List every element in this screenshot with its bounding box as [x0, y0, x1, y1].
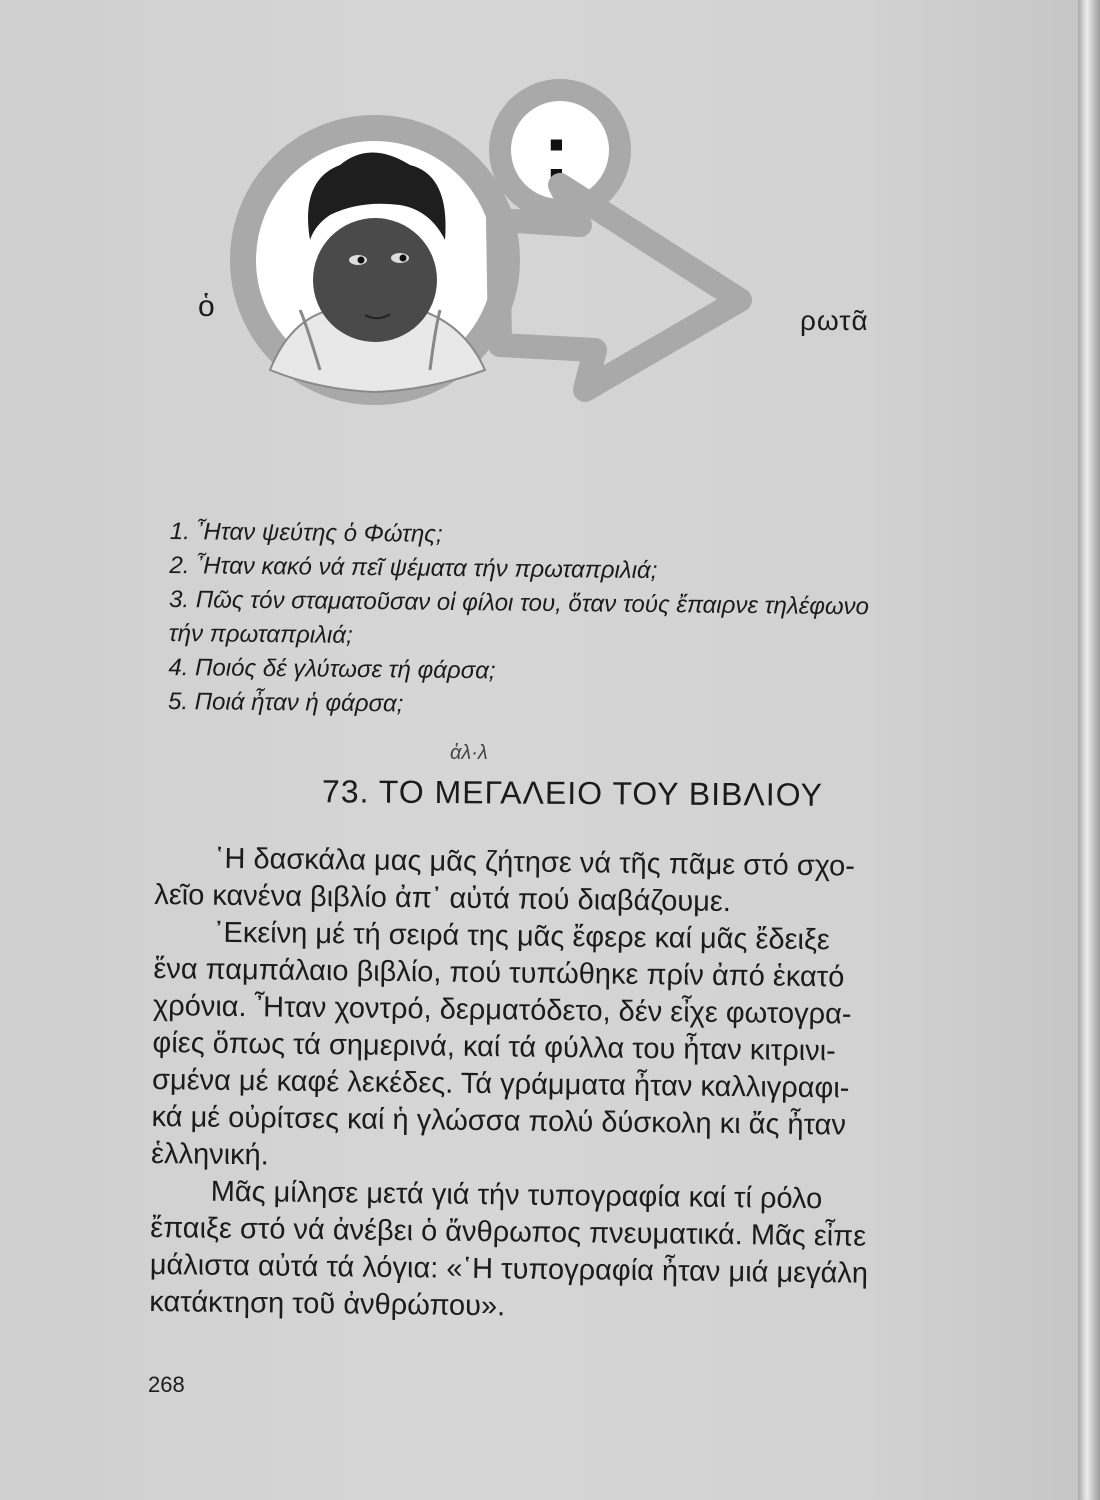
- question-mark-symbol: ;: [543, 108, 570, 197]
- paragraph-line: ἑλληνική.: [150, 1137, 270, 1172]
- paragraph-line: Μᾶς μίλησε μετά γιά τήν τυπογραφία καί τί ρόλο: [210, 1175, 823, 1216]
- question-item: 1. Ἦταν ψεύτης ὁ Φώτης;: [169, 517, 443, 548]
- question-item: 4. Ποιός δέ γλύτωσε τή φάρσα;: [168, 653, 496, 685]
- book-spine-edge: [1078, 0, 1100, 1500]
- paragraph-line: κατάκτηση τοῦ ἀνθρώπου».: [149, 1285, 506, 1323]
- page-number: 268: [148, 1372, 185, 1397]
- question-illustration: [230, 70, 790, 430]
- paragraph-line: σμένα μέ καφέ λεκέδες. Τά γράμματα ἦταν καλλιγραφι-: [151, 1063, 850, 1105]
- label-left: ὁ: [198, 290, 215, 323]
- paragraph-line: ᾿Εκείνη μέ τή σειρά της μᾶς ἔφερε καί μᾶς ἔδειξε: [213, 916, 831, 957]
- paragraph-line: μάλιστα αὐτά τά λόγια: «῾Η τυπογραφία ἦταν μιά μεγάλη: [149, 1248, 869, 1290]
- question-list: [168, 515, 1010, 728]
- paragraph-line: φίες ὅπως τά σημερινά, καί τά φύλλα του ἦταν κιτρινι-: [152, 1026, 836, 1068]
- paragraph-line: λεῖο κανένα βιβλίο ἀπ᾿ αὐτά πού διαβάζουμε.: [154, 878, 732, 919]
- paragraph-line: χρόνια. Ἦταν χοντρό, δερματόδετο, δέν εἶχε φωτογρα-: [152, 989, 852, 1031]
- question-item: 3. Πῶς τόν σταματοῦσαν οἱ φίλοι του, ὅταν τούς ἔπαιρνε τηλέφωνο: [168, 585, 870, 621]
- question-item-continuation: τήν πρωταπριλιά;: [168, 619, 353, 649]
- body-text: [149, 840, 990, 1331]
- question-item: 2. Ἦταν κακό νά πεῖ ψέματα τήν πρωταπριλιά;: [169, 551, 658, 585]
- paragraph-line: κά μέ οὐρίτσες καί ἡ γλώσσα πολύ δύσκολη κι ἄς ἦταν: [151, 1100, 847, 1142]
- paragraph-line: ῾Η δασκάλα μας μᾶς ζήτησε νά τῆς πᾶμε στό σχο-: [214, 842, 856, 883]
- paragraph-line: ἔπαιξε στό νά ἀνέβει ὁ ἄνθρωπος πνευματικά. Μᾶς εἶπε: [150, 1211, 867, 1253]
- label-right: ρωτᾶ: [800, 305, 869, 336]
- question-item: 5. Ποιά ἦταν ἡ φάρσα;: [167, 687, 404, 718]
- handwritten-note: ἀλ·λ: [450, 742, 488, 764]
- arrow-icon: [498, 185, 740, 390]
- paragraph-line: ἕνα παμπάλαιο βιβλίο, πού τυπώθηκε πρίν ἀπό ἑκατό: [153, 952, 845, 994]
- chapter-title: 73. ΤΟ ΜΕΓΑΛΕΙΟ ΤΟΥ ΒΙΒΛΙΟΥ: [321, 773, 824, 813]
